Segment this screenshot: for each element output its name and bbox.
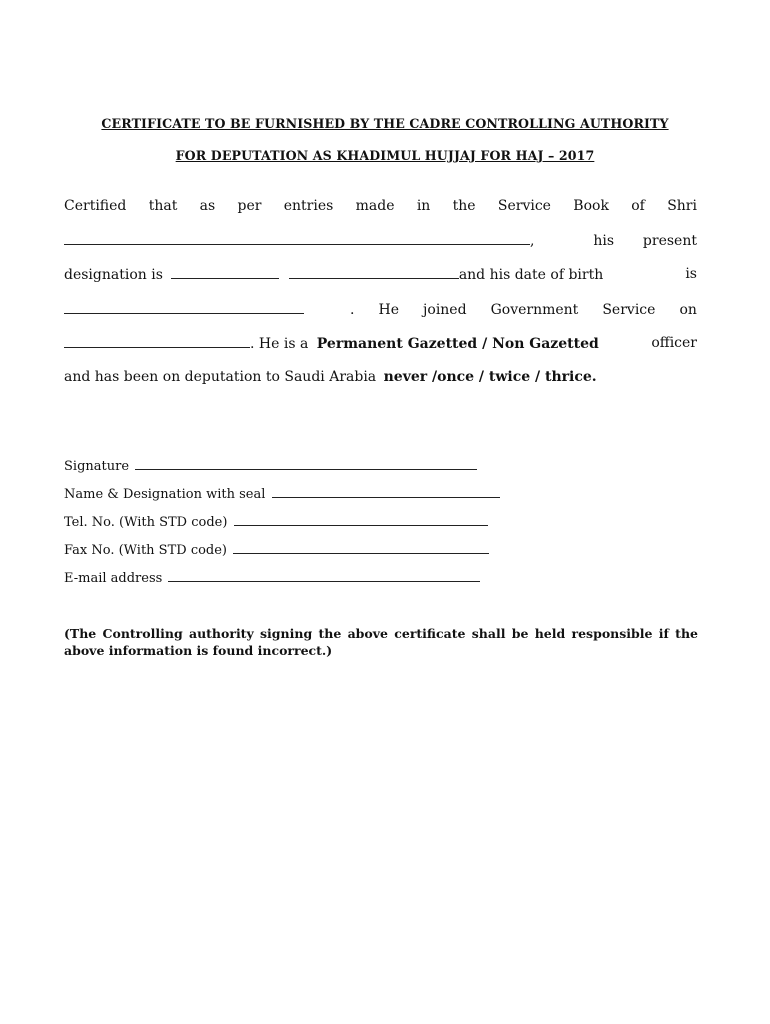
word: Service bbox=[497, 198, 551, 214]
fax-label: Fax No. (With STD code) bbox=[64, 543, 228, 558]
name-blank[interactable] bbox=[64, 231, 530, 245]
name-designation-blank[interactable] bbox=[272, 486, 500, 498]
certificate-subtitle: FOR DEPUTATION AS KHADIMUL HUJJAJ FOR HAJ – 2017 bbox=[175, 148, 595, 163]
signature-label: Signature bbox=[64, 459, 130, 474]
body-line-3 bbox=[64, 265, 697, 283]
designation-label: designation is bbox=[64, 267, 163, 283]
word: Government bbox=[490, 302, 579, 318]
word: the bbox=[452, 198, 476, 214]
email-blank[interactable] bbox=[168, 570, 480, 582]
word: of bbox=[631, 198, 645, 214]
word: on bbox=[679, 302, 697, 318]
designation-blank-2[interactable] bbox=[289, 265, 459, 279]
dob-label: and his date of birth bbox=[458, 267, 604, 283]
word: his bbox=[593, 233, 615, 249]
fax-field bbox=[64, 542, 489, 558]
word-is: is bbox=[685, 266, 697, 282]
status-options: Permanent Gazetted / Non Gazetted bbox=[316, 336, 599, 352]
body-line-4 bbox=[64, 300, 697, 318]
word: Shri bbox=[667, 198, 697, 214]
dob-blank[interactable] bbox=[64, 300, 304, 314]
tel-field bbox=[64, 514, 488, 530]
email-label: E-mail address bbox=[64, 571, 163, 586]
certificate-title: CERTIFICATE TO BE FURNISHED BY THE CADRE CONTROLLING AUTHORITY bbox=[101, 116, 669, 131]
body-line-5 bbox=[64, 334, 697, 352]
word: as bbox=[199, 198, 216, 214]
signature-field bbox=[64, 458, 477, 474]
word: present bbox=[642, 233, 697, 249]
body-line-6 bbox=[64, 368, 697, 386]
word: in bbox=[416, 198, 431, 214]
word: Certified bbox=[64, 198, 127, 214]
status-suffix: officer bbox=[651, 335, 697, 351]
status-prefix: . He is a bbox=[250, 336, 309, 352]
signature-blank[interactable] bbox=[135, 458, 477, 470]
word: per bbox=[237, 198, 262, 214]
deputation-options: never /once / twice / thrice. bbox=[383, 369, 597, 385]
body-line-2 bbox=[64, 231, 697, 249]
word: joined bbox=[423, 302, 467, 318]
word: Book bbox=[573, 198, 609, 214]
name-group bbox=[64, 231, 534, 250]
fax-blank[interactable] bbox=[233, 542, 489, 554]
deputation-text: and has been on deputation to Saudi Arabia bbox=[64, 369, 377, 385]
name-designation-label: Name & Designation with seal bbox=[64, 487, 266, 502]
service-date-blank[interactable] bbox=[64, 334, 250, 348]
tel-label: Tel. No. (With STD code) bbox=[64, 515, 228, 530]
body-line-1 bbox=[64, 197, 697, 215]
email-field bbox=[64, 570, 480, 586]
word: that bbox=[148, 198, 178, 214]
name-designation-field bbox=[64, 486, 500, 502]
word: made bbox=[355, 198, 395, 214]
tel-blank[interactable] bbox=[234, 514, 488, 526]
responsibility-note: (The Controlling authority signing the above certificate shall be held responsible if the above information is found incorrect.) bbox=[64, 626, 698, 658]
word: Service bbox=[602, 302, 656, 318]
word: He bbox=[378, 302, 400, 318]
designation-blank-1[interactable] bbox=[171, 265, 279, 279]
comma: , bbox=[530, 233, 535, 249]
word: entries bbox=[283, 198, 334, 214]
dot: . bbox=[350, 302, 355, 318]
